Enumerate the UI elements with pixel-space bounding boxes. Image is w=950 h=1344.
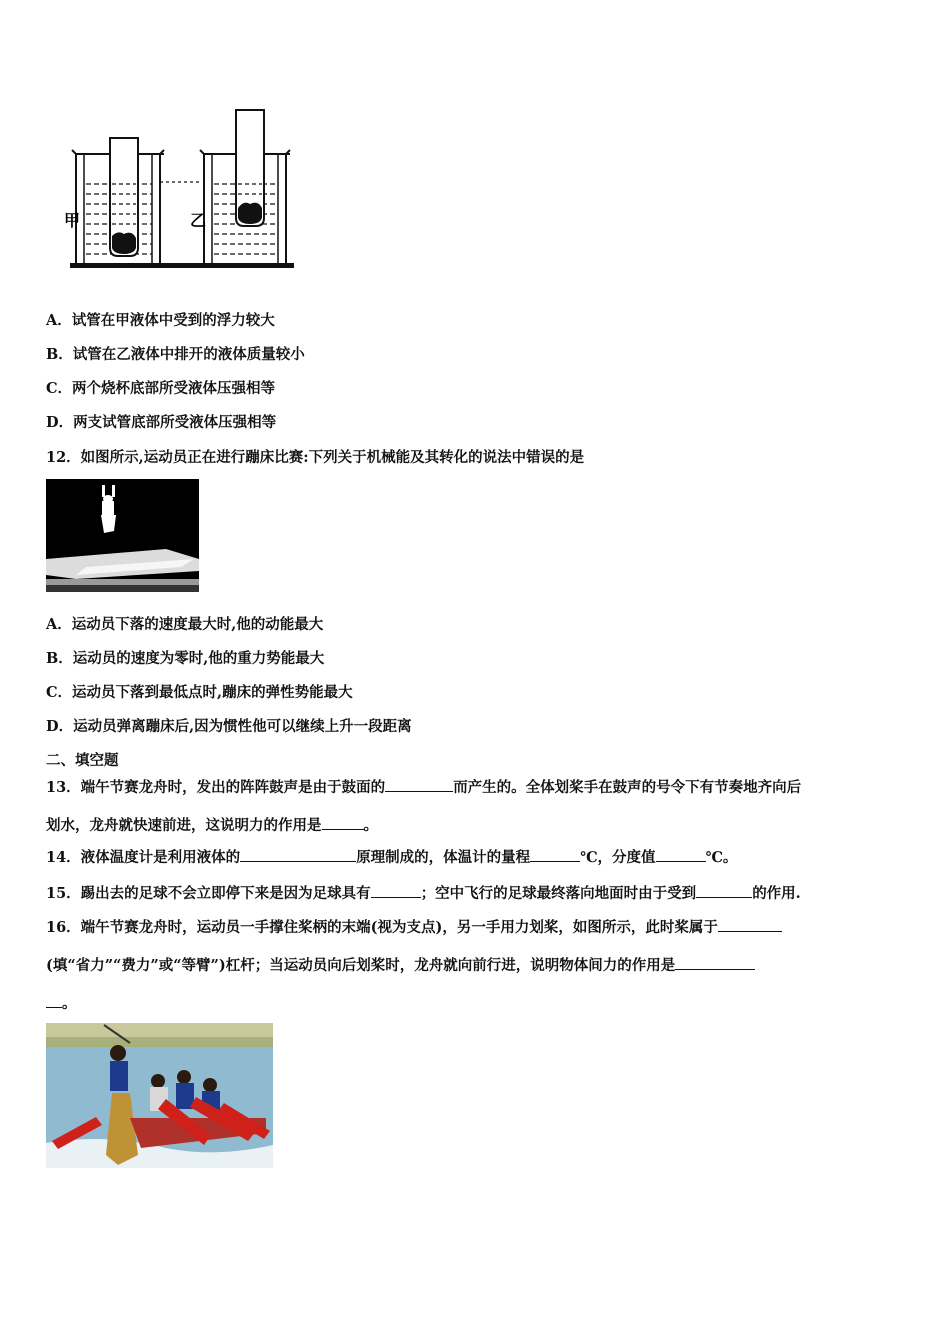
beakers-figure xyxy=(62,108,298,276)
q11-option-b: B．试管在乙液体中排开的液体质量较小 xyxy=(46,346,305,363)
q13-blank-1[interactable] xyxy=(385,777,453,792)
q16-text-1: 16．端午节赛龙舟时，运动员一手撑住桨柄的末端(视为支点)，另一手用力划桨，如图所示，此时桨属于 xyxy=(46,919,718,936)
q14-blank-2[interactable] xyxy=(530,847,580,862)
q13-text-3: 划水，龙舟就快速前进，这说明力的作用是 xyxy=(46,817,322,834)
q14-blank-1[interactable] xyxy=(240,847,356,862)
q12-option-c: C．运动员下落到最低点时,蹦床的弹性势能最大 xyxy=(46,684,353,701)
q13-blank-2[interactable] xyxy=(322,815,364,830)
q16-line1 xyxy=(46,917,782,938)
q16-line3 xyxy=(46,993,77,1014)
q14-text-1: 14．液体温度计是利用液体的 xyxy=(46,849,241,866)
section-title: 二、填空题 xyxy=(46,752,119,769)
q15-blank-1[interactable] xyxy=(371,883,421,898)
q13-line2 xyxy=(46,815,378,836)
q13-text-1: 13．端午节赛龙舟时，发出的阵阵鼓声是由于鼓面的 xyxy=(46,779,386,796)
q15-text-1: 15．踢出去的足球不会立即停下来是因为足球具有 xyxy=(46,885,371,902)
q15-line xyxy=(46,883,801,904)
q11-option-d: D．两支试管底部所受液体压强相等 xyxy=(46,414,277,431)
q15-blank-2[interactable] xyxy=(696,883,752,898)
trampoline-photo xyxy=(46,479,199,592)
q11-option-c: C．两个烧杯底部所受液体压强相等 xyxy=(46,380,276,397)
q13-text-2: 而产生的。全体划桨手在鼓声的号令下有节奏地齐向后 xyxy=(453,779,802,796)
q16-line2 xyxy=(46,955,755,976)
q14-blank-3[interactable] xyxy=(656,847,706,862)
q16-text-3: 。 xyxy=(62,995,77,1012)
q12-option-b: B．运动员的速度为零时,他的重力势能最大 xyxy=(46,650,325,667)
q13-text-4: 。 xyxy=(363,817,378,834)
q14-line xyxy=(46,847,737,868)
q12-option-a: A．运动员下落的速度最大时,他的动能最大 xyxy=(46,616,324,633)
q14-text-3: ℃，分度值 xyxy=(580,849,656,866)
q16-blank-1[interactable] xyxy=(718,917,782,932)
dragon-boat-photo xyxy=(46,1023,273,1168)
q15-text-3: 的作用. xyxy=(752,885,801,902)
label-jia: 甲 xyxy=(64,211,81,230)
q16-blank-2[interactable] xyxy=(675,955,755,970)
label-yi: 乙 xyxy=(190,211,207,230)
q16-text-2: (填“省力”“费力”或“等臂”)杠杆；当运动员向后划桨时，龙舟就向前行进，说明物体间力的作用是 xyxy=(46,957,676,974)
q12-option-d: D．运动员弹离蹦床后,因为惯性他可以继续上升一段距离 xyxy=(46,718,412,735)
q12-stem: 12．如图所示,运动员正在进行蹦床比赛:下列关于机械能及其转化的说法中错误的是 xyxy=(46,449,585,466)
q14-text-2: 原理制成的，体温计的量程 xyxy=(356,849,531,866)
q14-text-4: ℃。 xyxy=(705,849,738,866)
q11-option-a: A．试管在甲液体中受到的浮力较大 xyxy=(46,312,275,329)
q13-line1 xyxy=(46,777,801,798)
q16-blank-2-cont[interactable] xyxy=(46,993,62,1008)
q15-text-2: ；空中飞行的足球最终落向地面时由于受到 xyxy=(420,885,697,902)
